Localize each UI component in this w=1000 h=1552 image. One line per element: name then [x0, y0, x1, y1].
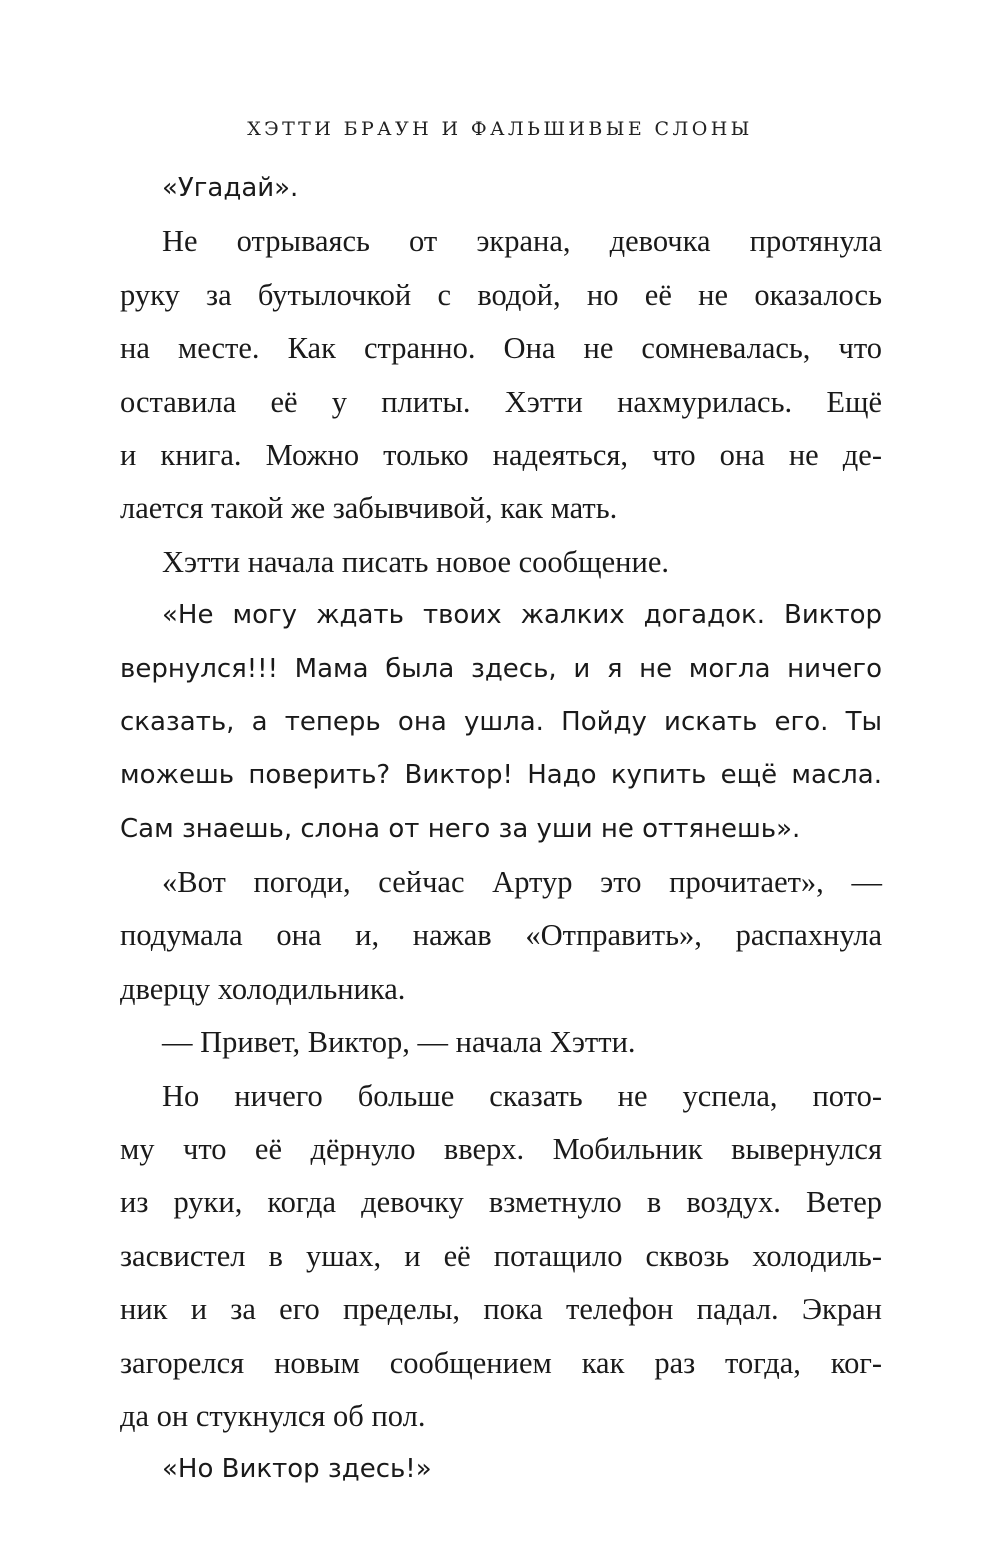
body-text [120, 162, 882, 1497]
message-text-line: Сам знаешь, слона от него за уши не оттянешь». [120, 813, 801, 844]
text-line: — Привет, Виктор, — начала Хэтти. [162, 1025, 636, 1060]
message-text-line: «Угадай». [162, 173, 299, 203]
message-text-line: «Не могу ждать твоих жалких догадок. Виктор [162, 600, 882, 631]
text-line: лается такой же забывчивой, как мать. [120, 491, 618, 526]
text-line: Но ничего больше сказать не успела, пото- [162, 1078, 882, 1113]
text-line: на месте. Как странно. Она не сомневалась, что [120, 331, 882, 366]
text-line: Не отрываясь от экрана, девочка протянула [162, 224, 882, 259]
text-line: дверцу холодильника. [120, 971, 406, 1006]
message-text-line: сказать, а теперь она ушла. Пойду искать его. Ты [120, 706, 882, 737]
text-line: из руки, когда девочку взметнуло в воздух. Ветер [120, 1185, 882, 1220]
message-text-line: «Но Виктор здесь!» [162, 1454, 432, 1485]
text-line: руку за бутылочкой с водой, но её не оказалось [120, 277, 882, 312]
text-line: и книга. Можно только надеяться, что она не де- [120, 437, 882, 472]
text-line: подумала она и, нажав «Отправить», распахнула [120, 918, 882, 953]
text-line: оставила её у плиты. Хэтти нахмурилась. Ещё [120, 384, 882, 419]
text-line: засвистел в ушах, и её потащило сквозь холодиль- [120, 1238, 882, 1273]
running-head: ХЭТТИ БРАУН И ФАЛЬШИВЫЕ СЛОНЫ [247, 118, 753, 140]
text-line: му что её дёрнуло вверх. Мобильник вывернулся [120, 1132, 882, 1167]
text-line: Хэтти начала писать новое сообщение. [162, 544, 669, 579]
text-line: ник и за его пределы, пока телефон падал. Экран [120, 1292, 882, 1327]
message-text-line: можешь поверить? Виктор! Надо купить ещё масла. [120, 760, 882, 791]
message-text-line: вернулся!!! Мама была здесь, и я не могла ничего [120, 653, 882, 684]
text-line: загорелся новым сообщением как раз тогда, ког- [120, 1345, 882, 1380]
text-line: да он стукнулся об пол. [120, 1398, 426, 1433]
text-line: «Вот погоди, сейчас Артур это прочитает», — [162, 865, 882, 900]
